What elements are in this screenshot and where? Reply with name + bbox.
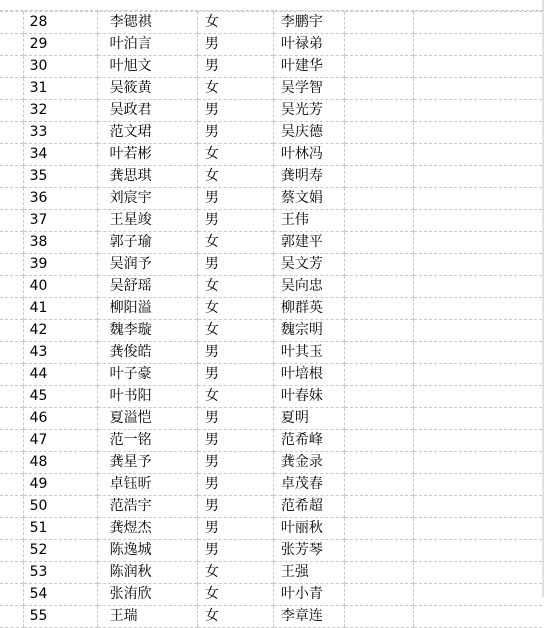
empty-cell[interactable] <box>345 584 414 606</box>
table-row <box>0 540 542 562</box>
row-number-cell[interactable]: 44 <box>23 364 97 386</box>
empty-cell[interactable] <box>414 342 542 364</box>
row-number-cell[interactable]: 29 <box>23 34 97 56</box>
gender-cell[interactable]: 男 <box>197 210 273 232</box>
table-row <box>0 606 542 628</box>
empty-cell[interactable] <box>345 452 414 474</box>
student-name-cell[interactable]: 范文珺 <box>97 122 197 144</box>
empty-cell[interactable] <box>414 298 542 320</box>
row-number-cell[interactable]: 31 <box>23 78 97 100</box>
parent-name-cell[interactable]: 吴庆德 <box>273 122 345 144</box>
table-row <box>0 276 542 298</box>
row-number-cell[interactable]: 39 <box>23 254 97 276</box>
empty-cell[interactable] <box>414 606 542 628</box>
empty-cell[interactable] <box>345 210 414 232</box>
row-number-cell[interactable]: 40 <box>23 276 97 298</box>
empty-cell[interactable] <box>345 166 414 188</box>
table-row <box>0 430 542 452</box>
empty-cell[interactable] <box>345 12 414 34</box>
parent-name-cell[interactable]: 王伟 <box>273 210 345 232</box>
parent-name-cell[interactable]: 王强 <box>273 562 345 584</box>
parent-name-cell[interactable]: 叶培根 <box>273 364 345 386</box>
table-row <box>0 232 542 254</box>
student-name-cell[interactable]: 叶书阳 <box>97 386 197 408</box>
gender-cell[interactable]: 男 <box>197 34 273 56</box>
table-row <box>0 254 542 276</box>
student-name-cell[interactable]: 龚煜杰 <box>97 518 197 540</box>
table-row <box>0 584 542 606</box>
empty-cell[interactable] <box>414 408 542 430</box>
table-row <box>0 518 542 540</box>
row-number-cell[interactable]: 48 <box>23 452 97 474</box>
student-name-cell[interactable]: 陈润秋 <box>97 562 197 584</box>
empty-cell[interactable] <box>414 386 542 408</box>
empty-cell[interactable] <box>0 188 23 210</box>
empty-cell[interactable] <box>414 540 542 562</box>
row-number-cell[interactable]: 45 <box>23 386 97 408</box>
parent-name-cell[interactable]: 李章连 <box>273 606 345 628</box>
parent-name-cell[interactable]: 叶春妹 <box>273 386 345 408</box>
row-number-cell[interactable]: 30 <box>23 56 97 78</box>
data-table <box>0 11 542 628</box>
empty-cell[interactable] <box>0 56 23 78</box>
student-name-cell[interactable]: 夏溢恺 <box>97 408 197 430</box>
empty-cell[interactable] <box>0 276 23 298</box>
empty-cell[interactable] <box>345 430 414 452</box>
gender-cell[interactable]: 女 <box>197 320 273 342</box>
empty-cell[interactable] <box>414 166 542 188</box>
empty-cell[interactable] <box>345 496 414 518</box>
gender-cell[interactable]: 女 <box>197 232 273 254</box>
gender-cell[interactable]: 男 <box>197 408 273 430</box>
row-number-cell[interactable]: 53 <box>23 562 97 584</box>
row-number-cell[interactable]: 47 <box>23 430 97 452</box>
table-row <box>0 496 542 518</box>
empty-cell[interactable] <box>345 386 414 408</box>
gender-cell[interactable]: 男 <box>197 342 273 364</box>
gender-cell[interactable]: 女 <box>197 166 273 188</box>
table-row <box>0 386 542 408</box>
empty-cell[interactable] <box>414 254 542 276</box>
parent-name-cell[interactable]: 范希超 <box>273 496 345 518</box>
gender-cell[interactable]: 女 <box>197 584 273 606</box>
gender-cell[interactable]: 男 <box>197 364 273 386</box>
empty-cell[interactable] <box>414 474 542 496</box>
row-number-cell[interactable]: 55 <box>23 606 97 628</box>
gender-cell[interactable]: 女 <box>197 12 273 34</box>
table-row <box>0 452 542 474</box>
empty-cell[interactable] <box>0 430 23 452</box>
empty-cell[interactable] <box>414 584 542 606</box>
table-row <box>0 320 542 342</box>
row-number-cell[interactable]: 37 <box>23 210 97 232</box>
empty-cell[interactable] <box>345 320 414 342</box>
row-number-cell[interactable]: 28 <box>23 12 97 34</box>
row-number-cell[interactable]: 36 <box>23 188 97 210</box>
empty-cell[interactable] <box>414 232 542 254</box>
table-row <box>0 100 542 122</box>
empty-cell[interactable] <box>0 232 23 254</box>
student-name-cell[interactable]: 叶若彬 <box>97 144 197 166</box>
student-name-cell[interactable]: 刘宸宇 <box>97 188 197 210</box>
row-number-cell[interactable]: 32 <box>23 100 97 122</box>
gender-cell[interactable]: 男 <box>197 540 273 562</box>
gender-cell[interactable]: 男 <box>197 452 273 474</box>
empty-cell[interactable] <box>345 342 414 364</box>
empty-cell[interactable] <box>0 122 23 144</box>
row-number-cell[interactable]: 42 <box>23 320 97 342</box>
empty-cell[interactable] <box>345 122 414 144</box>
row-number-cell[interactable]: 51 <box>23 518 97 540</box>
empty-cell[interactable] <box>414 78 542 100</box>
parent-name-cell[interactable]: 叶其玉 <box>273 342 345 364</box>
student-name-cell[interactable]: 陈逸城 <box>97 540 197 562</box>
parent-name-cell[interactable]: 吴光芳 <box>273 100 345 122</box>
table-row <box>0 122 542 144</box>
table-row <box>0 12 542 34</box>
empty-cell[interactable] <box>345 78 414 100</box>
student-name-cell[interactable]: 范浩宇 <box>97 496 197 518</box>
gender-cell[interactable]: 男 <box>197 56 273 78</box>
empty-cell[interactable] <box>345 56 414 78</box>
student-name-cell[interactable]: 王星竣 <box>97 210 197 232</box>
gender-cell[interactable]: 男 <box>197 122 273 144</box>
empty-cell[interactable] <box>345 144 414 166</box>
student-name-cell[interactable]: 龚思琪 <box>97 166 197 188</box>
row-number-cell[interactable]: 41 <box>23 298 97 320</box>
student-name-cell[interactable]: 叶旭文 <box>97 56 197 78</box>
empty-cell[interactable] <box>0 320 23 342</box>
empty-cell[interactable] <box>345 34 414 56</box>
empty-cell[interactable] <box>0 408 23 430</box>
empty-cell[interactable] <box>414 364 542 386</box>
empty-cell[interactable] <box>0 562 23 584</box>
parent-name-cell[interactable]: 龚明寿 <box>273 166 345 188</box>
empty-cell[interactable] <box>0 12 23 34</box>
empty-cell[interactable] <box>0 606 23 628</box>
gender-cell[interactable]: 女 <box>197 78 273 100</box>
parent-name-cell[interactable]: 叶建华 <box>273 56 345 78</box>
empty-cell[interactable] <box>345 100 414 122</box>
empty-cell[interactable] <box>0 386 23 408</box>
empty-cell[interactable] <box>414 34 542 56</box>
empty-cell[interactable] <box>414 56 542 78</box>
empty-cell[interactable] <box>0 210 23 232</box>
gender-cell[interactable]: 女 <box>197 562 273 584</box>
row-number-cell[interactable]: 46 <box>23 408 97 430</box>
empty-cell[interactable] <box>345 276 414 298</box>
table-row <box>0 166 542 188</box>
empty-cell[interactable] <box>345 474 414 496</box>
parent-name-cell[interactable]: 郭建平 <box>273 232 345 254</box>
empty-cell[interactable] <box>345 606 414 628</box>
cropped-row-edge <box>0 0 544 11</box>
empty-cell[interactable] <box>414 100 542 122</box>
empty-cell[interactable] <box>414 188 542 210</box>
table-row <box>0 408 542 430</box>
student-name-cell[interactable]: 吴政君 <box>97 100 197 122</box>
table-row <box>0 474 542 496</box>
student-name-cell[interactable]: 吴筱黄 <box>97 78 197 100</box>
table-row <box>0 298 542 320</box>
table-row <box>0 562 542 584</box>
row-number-cell[interactable]: 38 <box>23 232 97 254</box>
empty-cell[interactable] <box>345 254 414 276</box>
empty-cell[interactable] <box>414 12 542 34</box>
table-row <box>0 78 542 100</box>
parent-name-cell[interactable]: 范希峰 <box>273 430 345 452</box>
empty-cell[interactable] <box>0 100 23 122</box>
table-row <box>0 342 542 364</box>
row-number-cell[interactable]: 50 <box>23 496 97 518</box>
empty-cell[interactable] <box>0 78 23 100</box>
student-name-cell[interactable]: 郭子瑜 <box>97 232 197 254</box>
parent-name-cell[interactable]: 叶林冯 <box>273 144 345 166</box>
empty-cell[interactable] <box>345 540 414 562</box>
parent-name-cell[interactable]: 叶小青 <box>273 584 345 606</box>
empty-cell[interactable] <box>414 430 542 452</box>
empty-cell[interactable] <box>0 364 23 386</box>
empty-cell[interactable] <box>345 518 414 540</box>
parent-name-cell[interactable]: 吴学智 <box>273 78 345 100</box>
gender-cell[interactable]: 男 <box>197 496 273 518</box>
student-name-cell[interactable]: 龚星予 <box>97 452 197 474</box>
gender-cell[interactable]: 男 <box>197 188 273 210</box>
gender-cell[interactable]: 女 <box>197 144 273 166</box>
empty-cell[interactable] <box>0 34 23 56</box>
parent-name-cell[interactable]: 张芳琴 <box>273 540 345 562</box>
parent-name-cell[interactable]: 龚金录 <box>273 452 345 474</box>
student-name-cell[interactable]: 卓钰昕 <box>97 474 197 496</box>
parent-name-cell[interactable]: 卓茂春 <box>273 474 345 496</box>
empty-cell[interactable] <box>0 452 23 474</box>
empty-cell[interactable] <box>0 540 23 562</box>
student-name-cell[interactable]: 叶子豪 <box>97 364 197 386</box>
student-name-cell[interactable]: 魏李璇 <box>97 320 197 342</box>
row-number-cell[interactable]: 43 <box>23 342 97 364</box>
empty-cell[interactable] <box>0 474 23 496</box>
gender-cell[interactable]: 女 <box>197 386 273 408</box>
parent-name-cell[interactable]: 吴文芳 <box>273 254 345 276</box>
parent-name-cell[interactable]: 柳群英 <box>273 298 345 320</box>
table-row <box>0 34 542 56</box>
gender-cell[interactable]: 女 <box>197 606 273 628</box>
student-name-cell[interactable]: 张洧欣 <box>97 584 197 606</box>
empty-cell[interactable] <box>414 562 542 584</box>
student-name-cell[interactable]: 叶泊言 <box>97 34 197 56</box>
table-row <box>0 188 542 210</box>
parent-name-cell[interactable]: 吴向忠 <box>273 276 345 298</box>
row-number-cell[interactable]: 52 <box>23 540 97 562</box>
empty-cell[interactable] <box>414 496 542 518</box>
empty-cell[interactable] <box>345 232 414 254</box>
gender-cell[interactable]: 男 <box>197 474 273 496</box>
gender-cell[interactable]: 男 <box>197 518 273 540</box>
row-number-cell[interactable]: 33 <box>23 122 97 144</box>
gender-cell[interactable]: 女 <box>197 276 273 298</box>
row-number-cell[interactable]: 54 <box>23 584 97 606</box>
table-row <box>0 210 542 232</box>
empty-cell[interactable] <box>414 210 542 232</box>
empty-cell[interactable] <box>345 408 414 430</box>
empty-cell[interactable] <box>414 320 542 342</box>
table-row <box>0 144 542 166</box>
parent-name-cell[interactable]: 魏宗明 <box>273 320 345 342</box>
student-name-cell[interactable]: 王瑞 <box>97 606 197 628</box>
empty-cell[interactable] <box>0 144 23 166</box>
empty-cell[interactable] <box>414 144 542 166</box>
table-row <box>0 56 542 78</box>
row-number-cell[interactable]: 49 <box>23 474 97 496</box>
empty-cell[interactable] <box>345 562 414 584</box>
parent-name-cell[interactable]: 蔡文娟 <box>273 188 345 210</box>
empty-cell[interactable] <box>0 254 23 276</box>
parent-name-cell[interactable]: 夏明 <box>273 408 345 430</box>
empty-cell[interactable] <box>345 298 414 320</box>
gender-cell[interactable]: 男 <box>197 430 273 452</box>
empty-cell[interactable] <box>0 584 23 606</box>
student-name-cell[interactable]: 柳阳溢 <box>97 298 197 320</box>
gender-cell[interactable]: 女 <box>197 298 273 320</box>
empty-cell[interactable] <box>414 452 542 474</box>
empty-cell[interactable] <box>414 518 542 540</box>
student-name-cell[interactable]: 范一铭 <box>97 430 197 452</box>
student-name-cell[interactable]: 李锶祺 <box>97 12 197 34</box>
student-name-cell[interactable]: 吴舒瑶 <box>97 276 197 298</box>
empty-cell[interactable] <box>345 364 414 386</box>
parent-name-cell[interactable]: 叶丽秋 <box>273 518 345 540</box>
student-name-cell[interactable]: 龚俊皓 <box>97 342 197 364</box>
gender-cell[interactable]: 男 <box>197 254 273 276</box>
empty-cell[interactable] <box>414 276 542 298</box>
empty-cell[interactable] <box>0 496 23 518</box>
row-number-cell[interactable]: 35 <box>23 166 97 188</box>
empty-cell[interactable] <box>0 298 23 320</box>
table-body <box>0 12 542 628</box>
empty-cell[interactable] <box>345 188 414 210</box>
parent-name-cell[interactable]: 叶禄弟 <box>273 34 345 56</box>
empty-cell[interactable] <box>414 122 542 144</box>
empty-cell[interactable] <box>0 518 23 540</box>
gender-cell[interactable]: 男 <box>197 100 273 122</box>
row-number-cell[interactable]: 34 <box>23 144 97 166</box>
empty-cell[interactable] <box>0 166 23 188</box>
student-name-cell[interactable]: 吴润予 <box>97 254 197 276</box>
empty-cell[interactable] <box>0 342 23 364</box>
table-row <box>0 364 542 386</box>
parent-name-cell[interactable]: 李鹏宇 <box>273 12 345 34</box>
